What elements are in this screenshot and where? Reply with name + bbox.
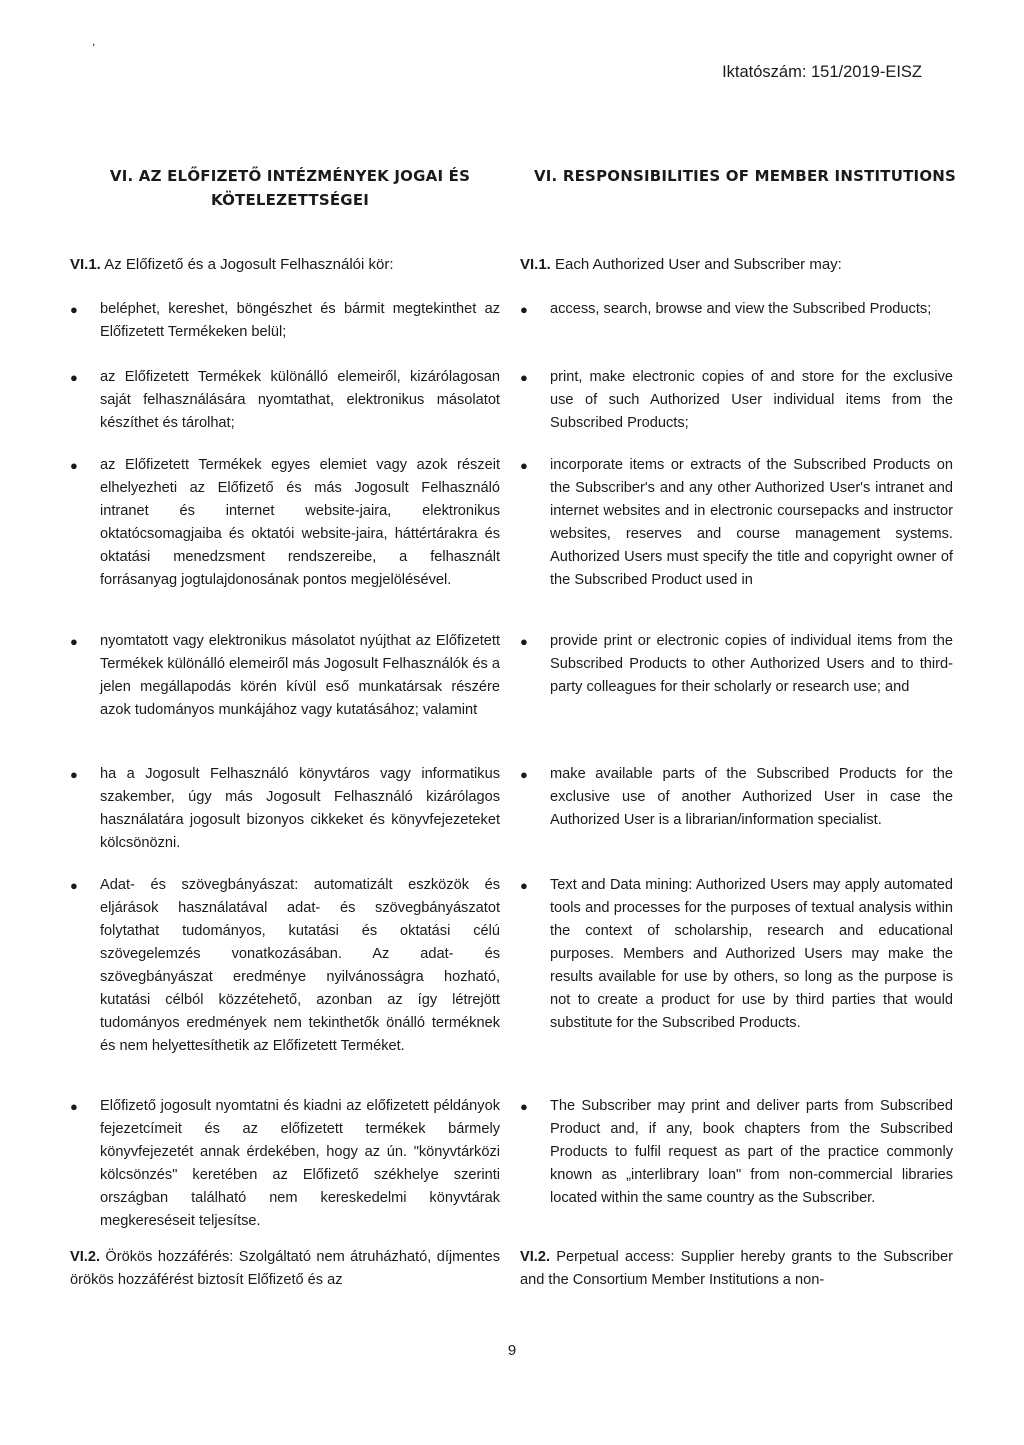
subsection-number: VI.2. <box>70 1249 101 1265</box>
list-item <box>70 366 500 435</box>
list-item <box>70 298 500 344</box>
bullet-icon: ● <box>520 878 528 893</box>
bullet-icon: ● <box>520 370 528 385</box>
scan-mark: , <box>92 34 96 48</box>
subsection-vi1-hu <box>70 253 500 276</box>
subsection-text: Az Előfizető és a Jogosult Felhasználói kör: <box>100 256 394 273</box>
list-item-text: print, make electronic copies of and store for the exclusive use of such Authorized User individual items from the Subscribed Products; <box>550 369 953 431</box>
subsection-vi1-en <box>520 253 953 276</box>
list-item-text: ha a Jogosult Felhasználó könyvtáros vagy informatikus szakember, úgy más Jogosult Felhasználó kizárólagos használatára jogosult bizonyos cikkeket és könyvfejezeteket kölcsönözni. <box>100 766 500 851</box>
list-item <box>520 874 953 1035</box>
subsection-number: VI.2. <box>520 1249 551 1265</box>
list-item <box>70 874 500 1058</box>
list-item-text: az Előfizetett Termékek egyes elemiet vagy azok részeit elhelyezheti az Előfizető és más Jogosult Felhasználó intranet és internet website-jaira, elektronikus oktatócsomagjaiba és oktatói website-jaira, háttértárakra és oktatási menedzsment rendszereibe, a felhasznált forrásanyag jogtulajdonosának pontos megjelölésével. <box>100 457 500 588</box>
subsection-text: Örökös hozzáférés: Szolgáltató nem átruházható, díjmentes örökös hozzáférést biztosít Előfizető és az <box>70 1249 500 1288</box>
subsection-vi2-en <box>520 1246 953 1292</box>
section-heading-en: VI. RESPONSIBILITIES OF MEMBER INSTITUTIONS <box>533 167 957 185</box>
bullet-icon: ● <box>70 1099 78 1114</box>
list-item-text: beléphet, kereshet, böngészhet és bármit megtekinthet az Előfizetett Termékeken belül; <box>100 301 500 340</box>
bullet-icon: ● <box>70 370 78 385</box>
bullet-icon: ● <box>70 458 78 473</box>
list-item <box>70 454 500 592</box>
list-item-text: Text and Data mining: Authorized Users may apply automated tools and processes for the purposes of textual analysis within the context of scholarship, research and educational purposes. Members and Authorized Users may make the results available for use by others, so long as the purpose is not to create a product for use by third parties that would substitute for the Subscribed Products. <box>550 877 953 1031</box>
list-item <box>70 630 500 722</box>
bullet-icon: ● <box>70 878 78 893</box>
list-item <box>520 366 953 435</box>
section-heading-hu: VI. AZ ELŐFIZETŐ INTÉZMÉNYEK JOGAI ÉS KÖTELEZETTSÉGEI <box>109 167 471 209</box>
list-item <box>520 298 953 321</box>
bullet-icon: ● <box>70 634 78 649</box>
list-item <box>520 454 953 592</box>
subsection-vi2-hu <box>70 1246 500 1292</box>
list-item-text: nyomtatott vagy elektronikus másolatot nyújthat az Előfizetett Termékek különálló elemeiről más Jogosult Felhasználók és a jelen megállapodás körén kívül eső munkatársak részére azok tudományos munkájához vagy kutatásához; valamint <box>100 633 500 718</box>
subsection-number: VI.1. <box>70 256 101 273</box>
list-item-text: access, search, browse and view the Subscribed Products; <box>550 301 932 317</box>
bullet-icon: ● <box>520 458 528 473</box>
list-item <box>70 763 500 855</box>
list-item-text: provide print or electronic copies of individual items from the Subscribed Products to other Authorized Users and to third-party colleagues for their scholarly or research use; and <box>550 633 953 695</box>
subsection-text: Perpetual access: Supplier hereby grants to the Subscriber and the Consortium Member Institutions a non- <box>520 1249 953 1288</box>
bullet-icon: ● <box>70 302 78 317</box>
list-item-text: az Előfizetett Termékek különálló elemeiről, kizárólagosan saját felhasználására nyomtathat, elektronikus másolatot készíthet és tárolhat; <box>100 369 500 431</box>
subsection-number: VI.1. <box>520 256 551 273</box>
list-item <box>520 1095 953 1210</box>
page-number: 9 <box>507 1342 517 1359</box>
list-item-text: The Subscriber may print and deliver parts from Subscribed Product and, if any, book chapters from the Subscribed Products to fulfil request as part of the practice commonly known as „interlibrary loan" from non-commercial libraries located within the same country as the Subscriber. <box>550 1098 953 1206</box>
bullet-icon: ● <box>520 767 528 782</box>
list-item-text: Előfizető jogosult nyomtatni és kiadni az előfizetett példányok fejezetcímeit és az előfizetett termékek bármely könyvfejezetét annak érdekében, hogy az ún. "könyvtárközi kölcsönzés" keretében az Előfizető székhelye szerinti országban található nem kereskedelmi könyvtárak megkereséseit teljesítse. <box>100 1098 500 1229</box>
list-item <box>70 1095 500 1233</box>
subsection-text: Each Authorized User and Subscriber may: <box>550 256 842 273</box>
bullet-icon: ● <box>520 302 528 317</box>
list-item <box>520 630 953 699</box>
bullet-icon: ● <box>520 634 528 649</box>
list-item <box>520 763 953 832</box>
bullet-icon: ● <box>520 1099 528 1114</box>
list-item-text: incorporate items or extracts of the Subscribed Products on the Subscriber's and any other Authorized User's intranet and internet websites and in electronic coursepacks and instructor websites, reserves and course management systems. Authorized Users must specify the title and copyright owner of the Subscribed Product used in <box>550 457 953 588</box>
list-item-text: Adat- és szövegbányászat: automatizált eszközök és eljárások használatával adat- és szövegbányászatot folytathat tudományos, kutatási és oktatási célú szövegelemzés vonatkozásában. Az adat- és szövegbányászat eredménye nyilvánosságra hozható, kutatási célból közzétehető, azonban az így létrejött tudományos eredmények nem tekinthetők önálló terméknek és nem helyettesíthetik az Előfizetett Terméket. <box>100 877 500 1054</box>
bullet-icon: ● <box>70 767 78 782</box>
list-item-text: make available parts of the Subscribed Products for the exclusive use of another Authorized User in case the Authorized User is a librarian/information specialist. <box>550 766 953 828</box>
registration-number: Iktatószám: 151/2019-EISZ <box>722 63 922 81</box>
